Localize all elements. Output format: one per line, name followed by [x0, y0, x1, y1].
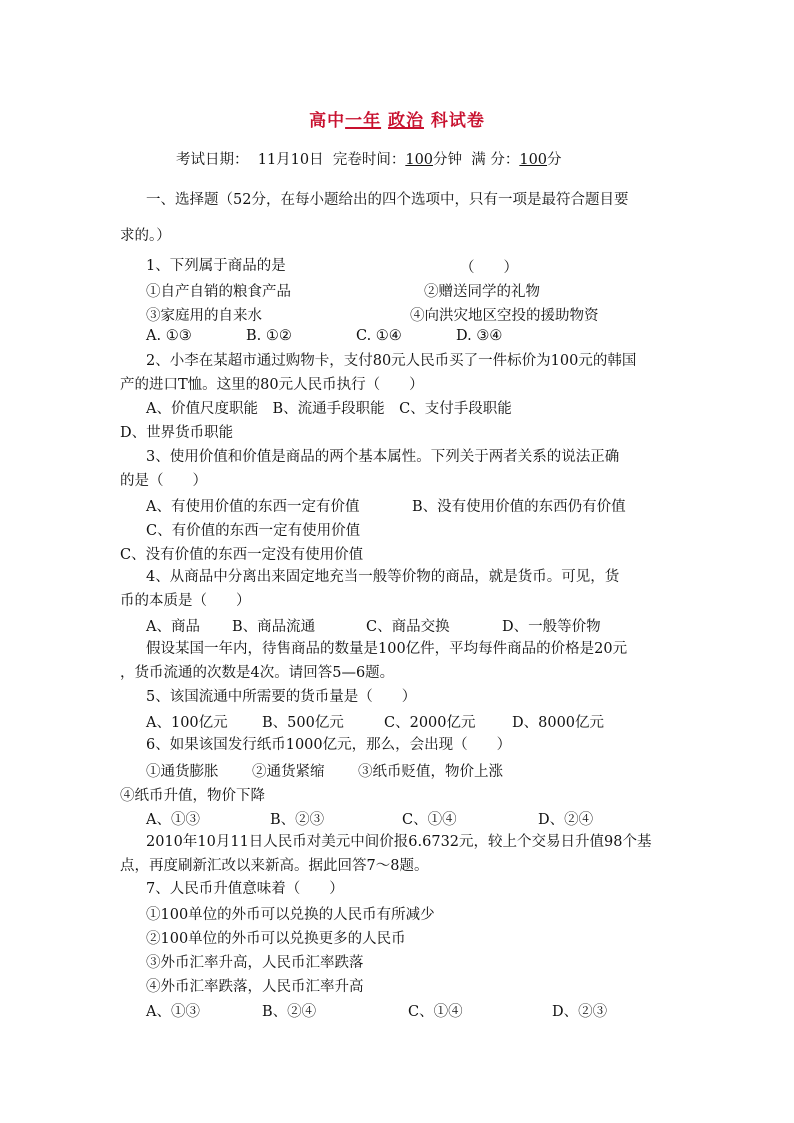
q6-item-4: ④纸币升值，物价下降: [120, 788, 265, 804]
q6-option-a: A、①③: [146, 812, 200, 828]
title-subject: 政治: [388, 111, 424, 131]
q7-item-4: ④外币汇率跌落，人民币汇率升高: [146, 979, 364, 995]
q5-option-c: C、2000亿元: [384, 715, 476, 731]
q5-option-d: D、8000亿元: [512, 715, 605, 731]
q4-option-a: A、商品: [146, 619, 200, 635]
q1-option-b: B. ①②: [246, 328, 292, 344]
q3-line-1: 3、使用价值和价值是商品的两个基本属性。下列关于两者关系的说法正确: [146, 449, 620, 465]
q1-stem: 1、下列属于商品的是: [146, 258, 286, 274]
q4-option-d: D、一般等价物: [502, 619, 601, 635]
exam-date: 11月10日: [257, 152, 324, 168]
q3-option-a: A、有使用价值的东西一定有价值: [146, 499, 360, 515]
title-prefix: 高中: [309, 111, 346, 131]
q7-item-2: ②100单位的外币可以兑换更多的人民币: [146, 931, 406, 947]
q6-item-3: ③纸币贬值，物价上涨: [358, 764, 503, 780]
date-label: 考试日期：: [176, 152, 249, 168]
q4-option-b: B、商品流通: [232, 619, 316, 635]
q3-option-c: C、有价值的东西一定有使用价值: [146, 523, 361, 539]
q6-option-d: D、②④: [538, 812, 594, 828]
q7-option-a: A、①③: [146, 1004, 200, 1020]
q7-option-b: B、②④: [262, 1004, 317, 1020]
q6-item-1: ①通货膨胀: [146, 764, 219, 780]
score-unit: 分: [547, 152, 562, 168]
score-value: 100: [519, 152, 548, 168]
q3-option-b: B、没有使用价值的东西仍有价值: [412, 499, 626, 515]
time-value: 100: [405, 152, 434, 168]
q6-item-2: ②通货紧缩: [252, 764, 325, 780]
time-unit: 分钟: [433, 152, 463, 168]
context-5-6-line-1: 假设某国一年内，待售商品的数量是100亿件，平均每件商品的价格是20元: [146, 641, 628, 657]
q1-item-3: ③家庭用的自来水: [146, 308, 262, 324]
exam-title: [0, 106, 794, 131]
score-label: 满 分：: [471, 152, 520, 168]
q6-option-c: C、①④: [402, 812, 457, 828]
q7-item-1: ①100单位的外币可以兑换的人民币有所减少: [146, 907, 435, 923]
q3-option-d: C、没有价值的东西一定没有使用价值: [120, 547, 364, 563]
title-grade: 一年: [345, 111, 382, 131]
q1-option-a: A. ①③: [146, 328, 192, 344]
context-7-8-line-1: 2010年10月11日人民币对美元中间价报6.6732元，较上个交易日升值98个基: [146, 834, 652, 850]
time-label: 完卷时间：: [332, 152, 406, 168]
q4-line-1: 4、从商品中分离出来固定地充当一般等价物的商品，就是货币。可见，货: [146, 569, 620, 585]
q4-option-c: C、商品交换: [366, 619, 450, 635]
q7-option-c: C、①④: [408, 1004, 463, 1020]
q7-stem: 7、人民币升值意味着（ ）: [146, 881, 344, 897]
section-heading-line2: 求的。）: [120, 228, 171, 244]
context-5-6-line-2: ，货币流通的次数是4次。请回答5—6题。: [120, 665, 395, 681]
q5-option-a: A、100亿元: [146, 715, 228, 731]
q2-line-1: 2、小李在某超市通过购物卡，支付80元人民币买了一件标价为100元的韩国: [146, 353, 637, 369]
q1-option-c: C. ①④: [356, 328, 402, 344]
q1-item-1: ①自产自销的粮食产品: [146, 284, 291, 300]
q2-option-d: D、世界货币职能: [120, 425, 234, 441]
q7-option-d: D、②③: [552, 1004, 608, 1020]
q4-line-2: 币的本质是（ ）: [120, 593, 251, 609]
q2-line-2: 产的进口T恤。这里的80元人民币执行（ ）: [120, 377, 424, 393]
q1-option-d: D. ③④: [456, 328, 503, 344]
q6-option-b: B、②③: [270, 812, 325, 828]
exam-meta: [176, 148, 562, 169]
q5-option-b: B、500亿元: [262, 715, 344, 731]
q7-item-3: ③外币汇率升高，人民币汇率跌落: [146, 955, 364, 971]
q5-stem: 5、该国流通中所需要的货币量是（ ）: [146, 689, 417, 705]
q6-stem: 6、如果该国发行纸币1000亿元，那么，会出现（ ）: [146, 737, 512, 753]
q1-answer-bracket: （ ）: [460, 260, 518, 276]
q1-item-2: ②赠送同学的礼物: [424, 284, 540, 300]
q2-options-abc: A、价值尺度职能 B、流通手段职能 C、支付手段职能: [146, 401, 512, 417]
section-heading-line1: 一、选择题（52分，在每小题给出的四个选项中，只有一项是最符合题目要: [146, 192, 629, 208]
title-suffix: 科试卷: [424, 111, 485, 131]
q3-line-2: 的是（ ）: [120, 473, 207, 489]
q1-item-4: ④向洪灾地区空投的援助物资: [410, 308, 599, 324]
context-7-8-line-2: 点，再度刷新汇改以来新高。据此回答7～8题。: [120, 858, 429, 874]
